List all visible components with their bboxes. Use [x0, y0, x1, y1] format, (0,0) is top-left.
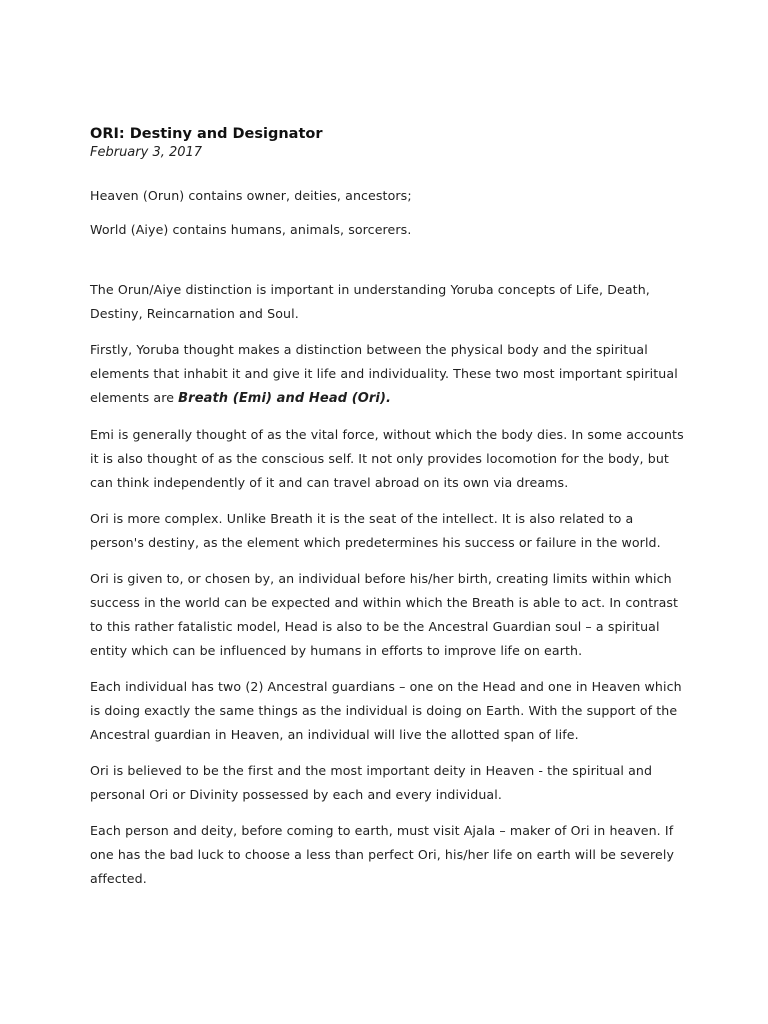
paragraph-ajala: Each person and deity, before coming to earth, must visit Ajala – maker of Ori in heaven. If one has the bad luck to choose a less than perfect Ori, his/her life on earth will be severely affected. — [90, 823, 675, 886]
paragraph-ancestral-guardians: Each individual has two (2) Ancestral guardians – one on the Head and one in Heaven which is doing exactly the same things as the individual is doing on Earth. With the support of the Ancestral guardian in Heaven, an individual will live the allotted span of life. — [90, 679, 682, 742]
paragraph-emi: Emi is generally thought of as the vital force, without which the body dies. In some accounts it is also thought of as the conscious self. It not only provides locomotion for the body, but can think independently of it and can travel abroad on its own via dreams. — [90, 427, 684, 490]
paragraph-ori-given: Ori is given to, or chosen by, an individual before his/her birth, creating limits within which success in the world can be expected and within which the Breath is able to act. In contrast to this rather fatalistic model, Head is also to be the Ancestral Guardian soul – a spiritual entity which can be influenced by humans in efforts to improve life on earth. — [90, 571, 679, 658]
intro-line-heaven: Heaven (Orun) contains owner, deities, ancestors; — [90, 188, 412, 203]
paragraph-ori-deity: Ori is believed to be the first and the most important deity in Heaven - the spiritual and personal Ori or Divinity possessed by each and every individual. — [90, 763, 653, 802]
document-date: February 3, 2017 — [90, 145, 203, 160]
document-body — [90, 124, 690, 891]
document-title: ORI: Destiny and Designator — [90, 126, 323, 142]
paragraph-orun-aiye: The Orun/Aiye distinction is important in understanding Yoruba concepts of Life, Death, Destiny, Reincarnation and Soul. — [90, 282, 650, 321]
paragraph-ori-complex: Ori is more complex. Unlike Breath it is the seat of the intellect. It is also related to a person's destiny, as the element which predetermines his success or failure in the world. — [90, 511, 661, 550]
intro-line-world: World (Aiye) contains humans, animals, sorcerers. — [90, 222, 412, 237]
emphasis-breath-head: Breath (Emi) and Head (Ori). — [178, 391, 392, 406]
paragraph-text: Firstly, Yoruba thought makes a distinction between the physical body and the spiritual elements that inhabit it and give it life and individuality. These two most important spiritual elements are — [90, 342, 678, 405]
paragraph-emi-ori-elements — [90, 338, 690, 411]
